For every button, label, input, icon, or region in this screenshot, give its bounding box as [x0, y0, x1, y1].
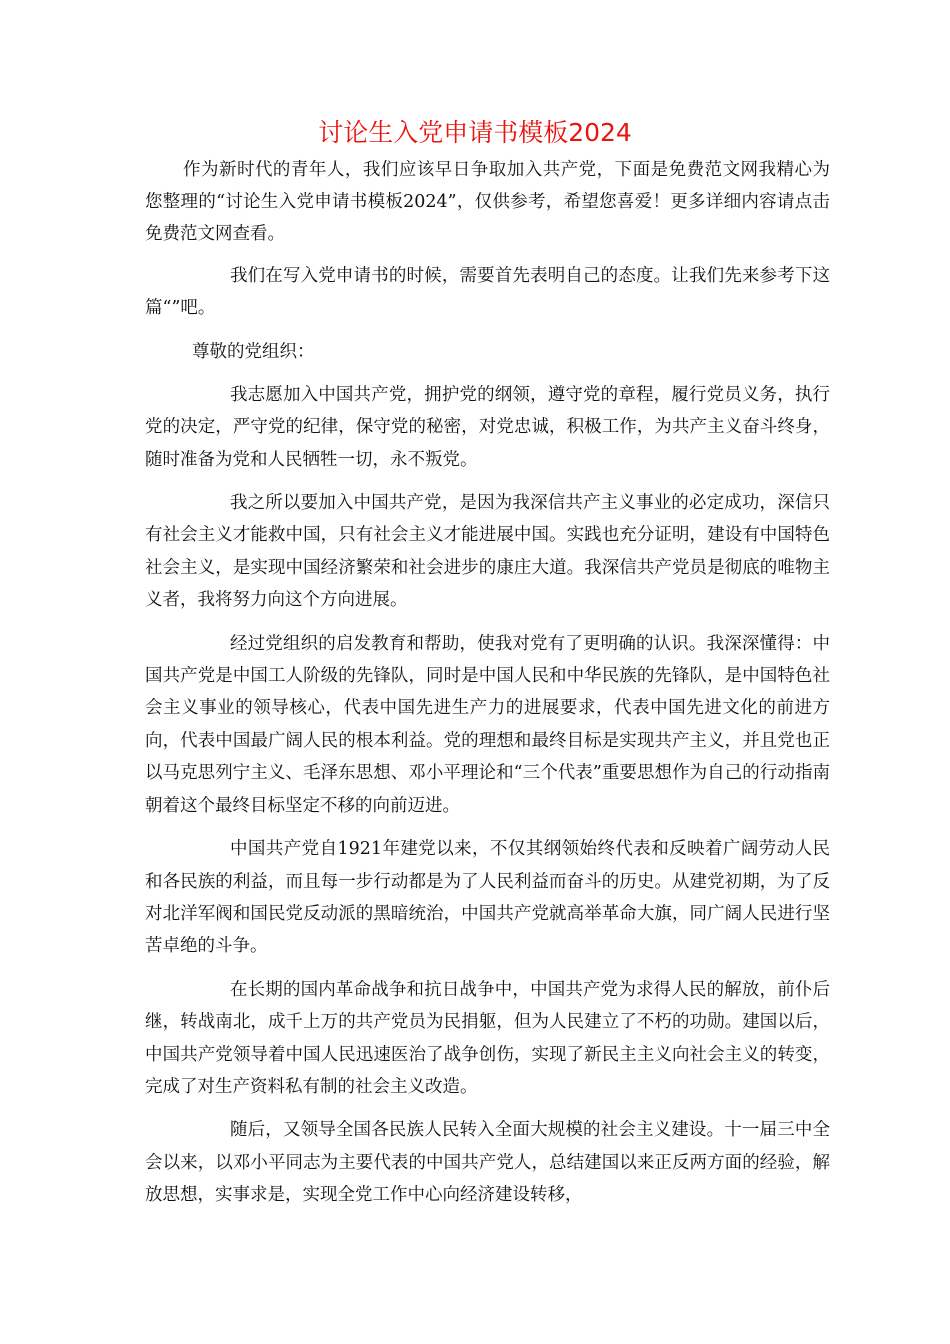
body-paragraph: 经过党组织的启发教育和帮助，使我对党有了更明确的认识。我深深懂得：中国共产党是中国工人阶级的先锋队，同时是中国人民和中华民族的先锋队，是中国特色社会主义事业的领导核心，代表中国先进生产力的进展要求，代表中国先进文化的前进方向，代表中国最广阔人民的根本利益。党的理想和最终目标是实现共产主义，并且党也正以马克思列宁主义、毛泽东思想、邓小平理论和“三个代表”重要思想作为自己的行动指南朝着这个最终目标坚定不移的向前迈进。 — [145, 633, 830, 816]
body-paragraph: 我志愿加入中国共产党，拥护党的纲领，遵守党的章程，履行党员义务，执行党的决定，严守党的纪律，保守党的秘密，对党忠诚，积极工作，为共产主义奋斗终身，随时准备为党和人民牺牲一切，永不叛党。 — [145, 384, 830, 470]
salutation: 尊敬的党组织： — [192, 341, 315, 362]
intro-paragraph: 作为新时代的青年人，我们应该早日争取加入共产党，下面是免费范文网我精心为您整理的“讨论生入党申请书模板2024”，仅供参考，希望您喜爱！更多详细内容请点击免费范文网查看。 — [145, 160, 830, 244]
document-body — [145, 154, 830, 1212]
body-paragraph: 随后，又领导全国各民族人民转入全面大规模的社会主义建设。十一届三中全会以来，以邓小平同志为主要代表的中国共产党人，总结建国以来正反两方面的经验，解放思想，实事求是，实现全党工作中心向经济建设转移， — [145, 1120, 830, 1206]
document-title: 讨论生入党申请书模板2024 — [318, 118, 632, 147]
body-paragraph: 中国共产党自1921年建党以来，不仅其纲领始终代表和反映着广阔劳动人民和各民族的利益，而且每一步行动都是为了人民利益而奋斗的历史。从建党初期，为了反对北洋军阀和国民党反动派的黑暗统治，中国共产党就高举革命大旗，同广阔人民进行坚苦卓绝的斗争。 — [145, 839, 830, 957]
lead-paragraph: 我们在写入党申请书的时候，需要首先表明自己的态度。让我们先来参考下这篇“”吧。 — [145, 266, 830, 319]
body-paragraph: 在长期的国内革命战争和抗日战争中，中国共产党为求得人民的解放，前仆后继，转战南北，成千上万的共产党员为民捐躯，但为人民建立了不朽的功勋。建国以后，中国共产党领导着中国人民迅速医治了战争创伤，实现了新民主主义向社会主义的转变，完成了对生产资料私有制的社会主义改造。 — [145, 979, 830, 1097]
body-paragraph: 我之所以要加入中国共产党，是因为我深信共产主义事业的必定成功，深信只有社会主义才能救中国，只有社会主义才能进展中国。实践也充分证明，建设有中国特色社会主义，是实现中国经济繁荣和社会进步的康庄大道。我深信共产党员是彻底的唯物主义者，我将努力向这个方向进展。 — [145, 493, 830, 611]
